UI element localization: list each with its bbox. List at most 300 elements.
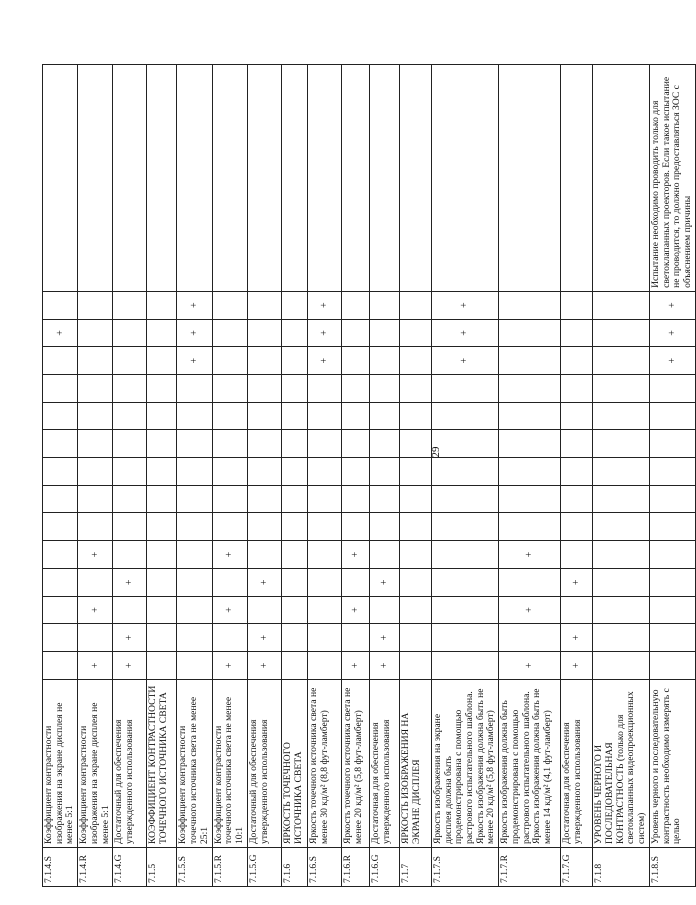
mark-cell	[281, 513, 307, 541]
mark-cell	[593, 374, 650, 402]
mark-cell	[561, 513, 593, 541]
mark-cell	[78, 347, 113, 375]
mark-cell	[247, 596, 281, 624]
mark-cell	[212, 513, 247, 541]
mark-cell: +	[43, 319, 78, 347]
mark-cell	[281, 458, 307, 486]
mark-cell: +	[78, 541, 113, 569]
mark-cell	[431, 430, 498, 458]
mark-cell	[399, 347, 431, 375]
mark-cell	[431, 624, 498, 652]
row-note	[499, 65, 561, 292]
row-note	[561, 65, 593, 292]
mark-cell	[499, 402, 561, 430]
mark-cell	[113, 402, 147, 430]
row-code: 7.1.4.G	[113, 848, 147, 887]
row-code: 7.1.5.G	[247, 848, 281, 887]
mark-cell	[177, 541, 212, 569]
mark-cell	[341, 319, 369, 347]
row-code: 7.1.8.S	[649, 848, 695, 887]
row-code: 7.1.7.R	[499, 848, 561, 887]
row-description: ЯРКОСТЬ ИЗОБРАЖЕНИЯ НА ЭКРАНЕ ДИСПЛЕЯ	[399, 679, 431, 847]
requirements-table-container	[42, 64, 694, 887]
mark-cell	[649, 568, 695, 596]
mark-cell	[341, 568, 369, 596]
mark-cell	[399, 652, 431, 680]
mark-cell	[113, 596, 147, 624]
row-note	[212, 65, 247, 292]
mark-cell	[247, 402, 281, 430]
mark-cell	[499, 568, 561, 596]
mark-cell	[78, 374, 113, 402]
row-note: Испытание необходимо проводить только для светоклапанных проекторов. Если такое испытание не проводится, то должно предоставляться ЗОС с объяснением причины	[649, 65, 695, 292]
mark-cell	[212, 347, 247, 375]
table-row	[369, 65, 399, 887]
mark-cell	[593, 402, 650, 430]
mark-cell	[43, 513, 78, 541]
mark-cell: +	[212, 652, 247, 680]
mark-cell	[43, 374, 78, 402]
row-note	[247, 65, 281, 292]
mark-cell	[78, 513, 113, 541]
mark-cell	[341, 291, 369, 319]
table-row	[341, 65, 369, 887]
mark-cell	[43, 541, 78, 569]
mark-cell	[399, 596, 431, 624]
mark-cell	[593, 291, 650, 319]
mark-cell	[281, 652, 307, 680]
mark-cell	[561, 291, 593, 319]
mark-cell	[281, 374, 307, 402]
mark-cell	[649, 485, 695, 513]
mark-cell	[649, 402, 695, 430]
mark-cell	[649, 652, 695, 680]
mark-cell	[78, 485, 113, 513]
mark-cell	[399, 430, 431, 458]
row-code: 7.1.6.R	[341, 848, 369, 887]
mark-cell: +	[78, 652, 113, 680]
mark-cell	[247, 541, 281, 569]
row-note	[43, 65, 78, 292]
mark-cell: +	[78, 596, 113, 624]
mark-cell: +	[177, 319, 212, 347]
mark-cell	[431, 374, 498, 402]
row-description: Яркость точечного источника света не менее 30 кд/м² (8,8 фут-ламберт)	[307, 679, 341, 847]
mark-cell	[177, 568, 212, 596]
row-code: 7.1.4.R	[78, 848, 113, 887]
mark-cell	[307, 652, 341, 680]
row-description: Достаточная для обеспечения утвержденного использования	[561, 679, 593, 847]
row-note	[78, 65, 113, 292]
mark-cell	[212, 458, 247, 486]
mark-cell	[431, 485, 498, 513]
mark-cell	[147, 485, 177, 513]
table-row	[147, 65, 177, 887]
row-code: 7.1.5.R	[212, 848, 247, 887]
row-description: Коэффициент контрастности точечного источника света не менее 10:1	[212, 679, 247, 847]
mark-cell	[212, 402, 247, 430]
mark-cell	[177, 485, 212, 513]
mark-cell	[499, 291, 561, 319]
page-number: 29	[430, 446, 442, 458]
mark-cell	[593, 513, 650, 541]
mark-cell	[247, 513, 281, 541]
mark-cell	[369, 541, 399, 569]
table-row	[43, 65, 78, 887]
mark-cell	[281, 319, 307, 347]
mark-cell	[307, 485, 341, 513]
mark-cell	[281, 596, 307, 624]
mark-cell	[649, 596, 695, 624]
mark-cell	[561, 596, 593, 624]
table-row	[247, 65, 281, 887]
mark-cell	[212, 485, 247, 513]
mark-cell	[499, 458, 561, 486]
mark-cell: +	[649, 319, 695, 347]
table-row	[399, 65, 431, 887]
row-code: 7.1.5	[147, 848, 177, 887]
mark-cell	[499, 485, 561, 513]
mark-cell	[399, 541, 431, 569]
mark-cell	[43, 458, 78, 486]
mark-cell	[561, 374, 593, 402]
mark-cell: +	[499, 652, 561, 680]
mark-cell	[561, 485, 593, 513]
row-description: КОЭФФИЦИЕНТ КОНТРАСТНОСТИ ТОЧЕЧНОГО ИСТОЧНИКА СВЕТА	[147, 679, 177, 847]
mark-cell	[593, 652, 650, 680]
mark-cell	[431, 513, 498, 541]
mark-cell	[307, 513, 341, 541]
row-code: 7.1.7.S	[431, 848, 498, 887]
mark-cell	[177, 624, 212, 652]
mark-cell	[399, 458, 431, 486]
mark-cell: +	[113, 624, 147, 652]
requirements-table	[42, 64, 696, 887]
mark-cell	[247, 485, 281, 513]
mark-cell	[212, 568, 247, 596]
mark-cell	[43, 402, 78, 430]
mark-cell	[177, 430, 212, 458]
row-code: 7.1.7	[399, 848, 431, 887]
mark-cell	[43, 291, 78, 319]
mark-cell	[247, 430, 281, 458]
mark-cell	[43, 652, 78, 680]
mark-cell	[307, 458, 341, 486]
mark-cell: +	[341, 541, 369, 569]
mark-cell	[43, 430, 78, 458]
mark-cell	[593, 568, 650, 596]
mark-cell	[177, 458, 212, 486]
mark-cell	[147, 541, 177, 569]
mark-cell	[177, 596, 212, 624]
mark-cell	[369, 596, 399, 624]
mark-cell	[593, 624, 650, 652]
mark-cell	[561, 458, 593, 486]
row-code: 7.1.6	[281, 848, 307, 887]
mark-cell	[43, 596, 78, 624]
mark-cell	[247, 347, 281, 375]
mark-cell	[281, 624, 307, 652]
row-description: Яркость изображения на экране дисплея должна быть продемонстрирована с помощью растрового испытательного шаблона. Яркость изображения должна быть не менее 20 кд/м² (5,8 фут-ламберт)	[431, 679, 498, 847]
mark-cell	[113, 513, 147, 541]
mark-cell	[212, 374, 247, 402]
mark-cell: +	[369, 624, 399, 652]
row-description: Яркость изображения должна быть продемонстрирована с помощью растрового испытательного шаблона. Яркость изображения должна быть не менее 14 кд/м² (4,1 фут-ламберт)	[499, 679, 561, 847]
mark-cell	[147, 652, 177, 680]
mark-cell	[307, 596, 341, 624]
mark-cell	[369, 430, 399, 458]
mark-cell	[113, 485, 147, 513]
mark-cell	[369, 402, 399, 430]
mark-cell	[247, 458, 281, 486]
row-code: 7.1.6.S	[307, 848, 341, 887]
mark-cell	[499, 374, 561, 402]
row-description: Достаточный для обеспечения утвержденного использования	[247, 679, 281, 847]
mark-cell	[341, 374, 369, 402]
mark-cell	[43, 624, 78, 652]
mark-cell	[147, 430, 177, 458]
mark-cell	[147, 319, 177, 347]
mark-cell: +	[431, 347, 498, 375]
row-description: Уровень черного и последовательную контрастность необходимо измерять с целью	[649, 679, 695, 847]
mark-cell	[399, 374, 431, 402]
mark-cell	[341, 513, 369, 541]
row-note	[369, 65, 399, 292]
mark-cell	[399, 291, 431, 319]
mark-cell	[113, 458, 147, 486]
mark-cell: +	[341, 652, 369, 680]
mark-cell	[561, 402, 593, 430]
row-code: 7.1.8	[593, 848, 650, 887]
mark-cell: +	[369, 652, 399, 680]
mark-cell	[561, 430, 593, 458]
mark-cell	[307, 430, 341, 458]
mark-cell	[649, 624, 695, 652]
mark-cell	[341, 485, 369, 513]
mark-cell	[431, 458, 498, 486]
table-row	[212, 65, 247, 887]
mark-cell	[212, 624, 247, 652]
mark-cell: +	[499, 541, 561, 569]
mark-cell	[593, 458, 650, 486]
mark-cell	[43, 485, 78, 513]
mark-cell	[369, 513, 399, 541]
mark-cell: +	[307, 291, 341, 319]
table-rotation-wrapper	[42, 64, 694, 887]
mark-cell	[499, 430, 561, 458]
mark-cell	[399, 513, 431, 541]
table-row	[561, 65, 593, 887]
mark-cell	[593, 430, 650, 458]
mark-cell	[177, 513, 212, 541]
mark-cell	[593, 596, 650, 624]
mark-cell	[281, 485, 307, 513]
row-note	[113, 65, 147, 292]
mark-cell	[307, 568, 341, 596]
mark-cell	[561, 347, 593, 375]
mark-cell: +	[649, 347, 695, 375]
mark-cell	[341, 624, 369, 652]
mark-cell	[281, 430, 307, 458]
table-row	[431, 65, 498, 887]
mark-cell	[399, 485, 431, 513]
mark-cell	[147, 458, 177, 486]
table-row	[307, 65, 341, 887]
table-row	[593, 65, 650, 887]
row-description: ЯРКОСТЬ ТОЧЕЧНОГО ИСТОЧНИКА СВЕТА	[281, 679, 307, 847]
mark-cell	[341, 347, 369, 375]
mark-cell	[113, 374, 147, 402]
table-row	[113, 65, 147, 887]
mark-cell	[399, 402, 431, 430]
mark-cell	[431, 541, 498, 569]
mark-cell	[307, 541, 341, 569]
mark-cell	[212, 430, 247, 458]
mark-cell	[593, 485, 650, 513]
mark-cell	[247, 319, 281, 347]
mark-cell	[307, 374, 341, 402]
mark-cell	[147, 596, 177, 624]
mark-cell	[212, 319, 247, 347]
mark-cell	[281, 291, 307, 319]
mark-cell	[281, 568, 307, 596]
mark-cell	[177, 402, 212, 430]
mark-cell	[431, 568, 498, 596]
row-note	[307, 65, 341, 292]
mark-cell	[341, 458, 369, 486]
row-description: Яркость точечного источника света не менее 20 кд/м² (5,8 фут-ламберт)	[341, 679, 369, 847]
mark-cell	[499, 624, 561, 652]
mark-cell	[399, 319, 431, 347]
mark-cell	[369, 347, 399, 375]
mark-cell	[431, 652, 498, 680]
mark-cell	[78, 624, 113, 652]
mark-cell	[499, 319, 561, 347]
mark-cell	[499, 513, 561, 541]
row-description: Коэффициент контрастности точечного источника света не менее 25:1	[177, 679, 212, 847]
mark-cell	[247, 291, 281, 319]
mark-cell	[431, 402, 498, 430]
mark-cell: +	[307, 319, 341, 347]
mark-cell	[307, 624, 341, 652]
table-row	[499, 65, 561, 887]
mark-cell	[281, 402, 307, 430]
mark-cell: +	[369, 568, 399, 596]
mark-cell	[78, 568, 113, 596]
mark-cell	[43, 568, 78, 596]
row-note	[431, 65, 498, 292]
mark-cell: +	[212, 541, 247, 569]
mark-cell	[113, 541, 147, 569]
mark-cell	[307, 402, 341, 430]
mark-cell	[431, 596, 498, 624]
mark-cell	[561, 541, 593, 569]
mark-cell	[177, 652, 212, 680]
row-code: 7.1.5.S	[177, 848, 212, 887]
table-row	[649, 65, 695, 887]
mark-cell	[147, 568, 177, 596]
mark-cell	[369, 458, 399, 486]
mark-cell	[78, 402, 113, 430]
mark-cell	[369, 291, 399, 319]
mark-cell	[147, 402, 177, 430]
mark-cell	[649, 430, 695, 458]
mark-cell: +	[561, 624, 593, 652]
mark-cell	[78, 458, 113, 486]
mark-cell	[281, 541, 307, 569]
row-note	[341, 65, 369, 292]
mark-cell	[369, 485, 399, 513]
mark-cell	[147, 291, 177, 319]
mark-cell: +	[113, 652, 147, 680]
mark-cell	[78, 430, 113, 458]
row-note	[593, 65, 650, 292]
row-description: Достаточная для обеспечения утвержденного использования	[369, 679, 399, 847]
row-note	[147, 65, 177, 292]
mark-cell: +	[341, 596, 369, 624]
mark-cell	[147, 624, 177, 652]
mark-cell	[593, 347, 650, 375]
mark-cell	[499, 347, 561, 375]
mark-cell: +	[247, 624, 281, 652]
mark-cell	[113, 319, 147, 347]
row-note	[399, 65, 431, 292]
mark-cell: +	[113, 568, 147, 596]
mark-cell	[78, 291, 113, 319]
mark-cell	[399, 624, 431, 652]
row-description: Коэффициент контрастности изображения на экране дисплея не менее 5:1	[43, 679, 78, 847]
row-code: 7.1.7.G	[561, 848, 593, 887]
mark-cell: +	[307, 347, 341, 375]
table-row	[281, 65, 307, 887]
mark-cell	[649, 374, 695, 402]
row-code: 7.1.4.S	[43, 848, 78, 887]
mark-cell	[399, 568, 431, 596]
mark-cell: +	[212, 596, 247, 624]
mark-cell	[147, 513, 177, 541]
mark-cell: +	[431, 319, 498, 347]
mark-cell	[78, 319, 113, 347]
row-description: Достаточный для обеспечения утвержденного использования	[113, 679, 147, 847]
mark-cell	[561, 319, 593, 347]
mark-cell	[147, 347, 177, 375]
mark-cell	[341, 430, 369, 458]
mark-cell	[369, 319, 399, 347]
mark-cell: +	[177, 347, 212, 375]
row-description: Коэффициент контрастности изображения на экране дисплея не менее 5:1	[78, 679, 113, 847]
mark-cell: +	[499, 596, 561, 624]
mark-cell	[369, 374, 399, 402]
row-description: УРОВЕНЬ ЧЕРНОГО И ПОСЛЕДОВАТЕЛЬНАЯ КОНТРАСТНОСТЬ (только для светоклапанных видеопроекционных систем)	[593, 679, 650, 847]
table-row	[177, 65, 212, 887]
mark-cell	[147, 374, 177, 402]
mark-cell	[247, 374, 281, 402]
mark-cell	[649, 541, 695, 569]
mark-cell	[212, 291, 247, 319]
mark-cell	[593, 541, 650, 569]
mark-cell: +	[649, 291, 695, 319]
mark-cell: +	[247, 568, 281, 596]
mark-cell	[113, 347, 147, 375]
mark-cell	[113, 430, 147, 458]
mark-cell	[281, 347, 307, 375]
mark-cell	[649, 513, 695, 541]
mark-cell: +	[561, 652, 593, 680]
mark-cell	[593, 319, 650, 347]
mark-cell: +	[247, 652, 281, 680]
table-row	[78, 65, 113, 887]
row-note	[177, 65, 212, 292]
